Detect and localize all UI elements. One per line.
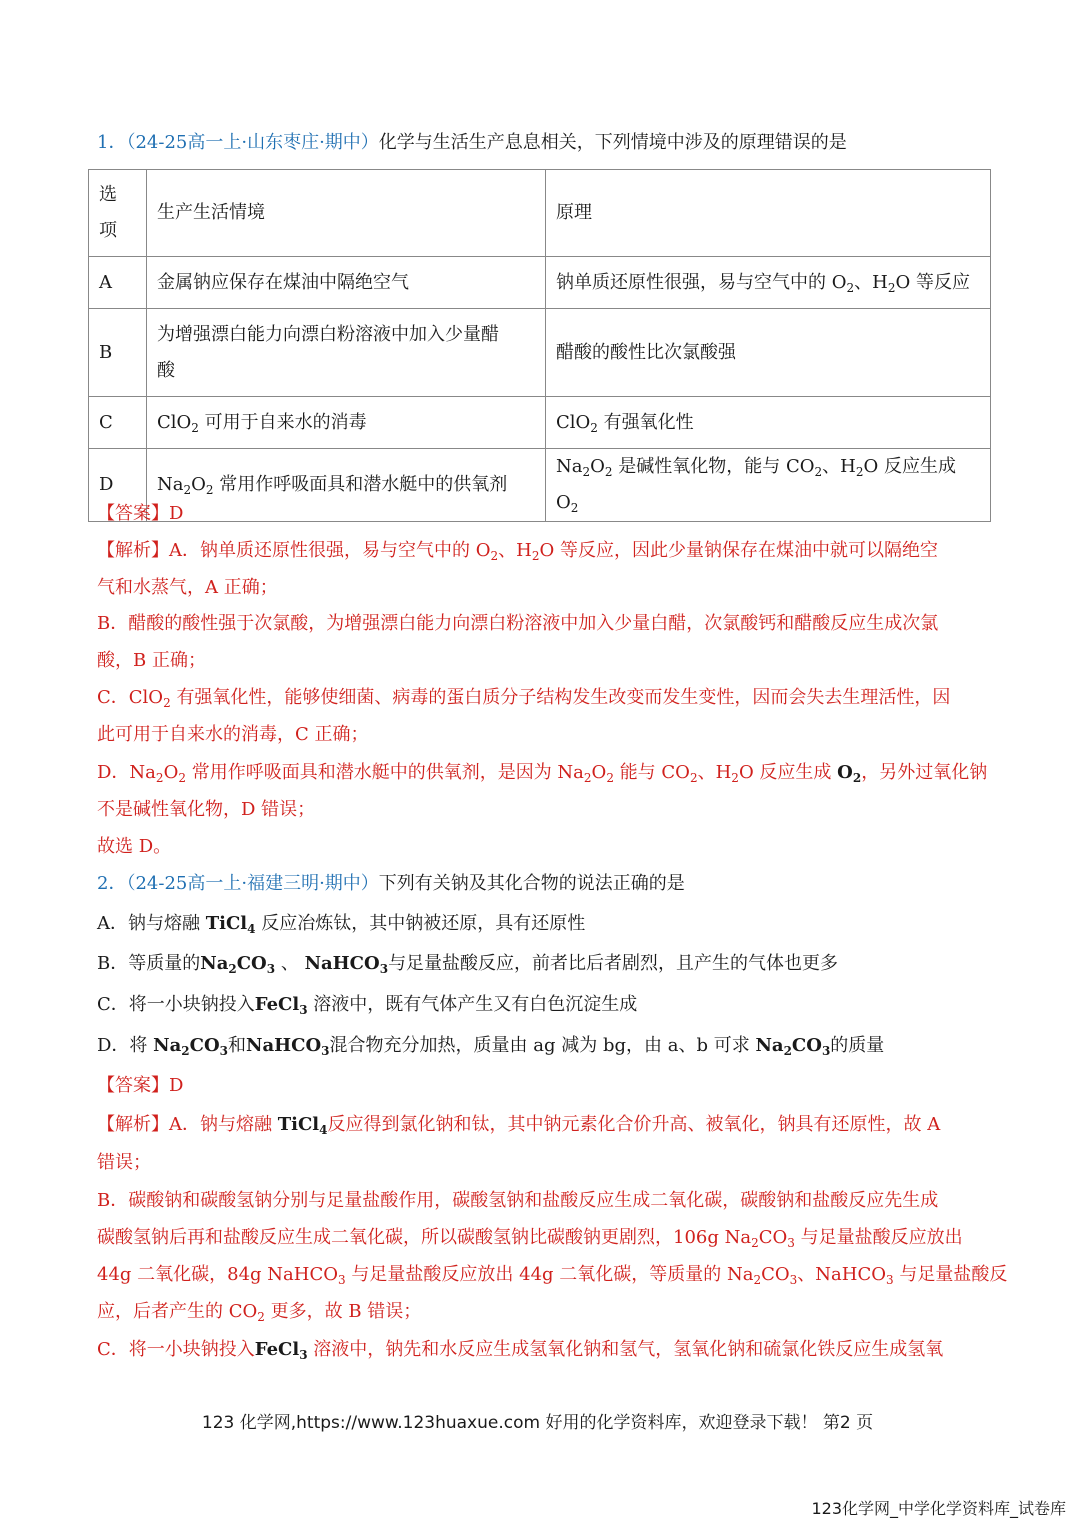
scenario-d: $Na_2O_2$ 常用作呼吸面具和潜水艇中的供氧剂 xyxy=(147,449,546,522)
header-scenario: 生产生活情境 xyxy=(147,170,546,257)
option-d: D xyxy=(89,449,147,522)
q1-stem: 化学与生活生产息息相关，下列情境中涉及的原理错误的是 xyxy=(378,132,847,153)
q2-explanation-b: B．碳酸钠和碳酸氢钠分别与足量盐酸作用，碳酸氢钠和盐酸反应生成二氧化碳，碳酸钠和盐酸反应先生成 xyxy=(97,1190,939,1211)
q2-stem: 下列有关钠及其化合物的说法正确的是 xyxy=(378,873,685,894)
header-option: 选 项 xyxy=(89,170,147,257)
principle-c: ClO$_2$ 有强氧化性 xyxy=(546,397,991,449)
q2-option-b: B．等质量的$Na_2CO_3$ 、 NaHCO$_3$与足量盐酸反应，前者比后者剧烈，且产生的气体也更多 xyxy=(97,953,839,976)
table-row xyxy=(89,449,991,522)
table-header-row xyxy=(89,170,991,257)
q1-number: 1． xyxy=(97,132,127,153)
q1-explanation-d-cont: 不是碱性氧化物，D 错误； xyxy=(97,799,316,820)
q2-option-d: D．将 $Na_2CO_3$和NaHCO$_3$混合物充分加热，质量由 ag 减为 bg，由 a、b 可求 $Na_2CO_3$的质量 xyxy=(97,1035,885,1058)
q1-explanation-a-cont: 气和水蒸气，A 正确； xyxy=(97,577,278,598)
q2-number: 2． xyxy=(97,873,127,894)
q1-explanation-c-cont: 此可用于自来水的消毒，C 正确； xyxy=(97,724,369,745)
q2-explanation-c: C．将一小块钠投入FeCl$_3$ 溶液中，钠先和水反应生成氢氧化钠和氢气，氢氧化钠和硫氯化铁反应生成氢氧 xyxy=(97,1339,944,1362)
q1-explanation-d: D．$Na_2O_2$ 常用作呼吸面具和潜水艇中的供氧剂，是因为 $Na_2O_2$ 能与 $CO_2$、$H_2O$ 反应生成 $O_2$，另外过氧化钠 xyxy=(97,762,988,785)
q2-source: （24-25高一上·福建三明·期中） xyxy=(126,873,379,894)
page-footer: 123 化学网,https://www.123huaxue.com 好用的化学资料库，欢迎登录下载！ 第2 页 xyxy=(201,1413,874,1433)
principle-b: 醋酸的酸性比次氯酸强 xyxy=(546,309,991,397)
principle-d: $Na_2O_2$ 是碱性氧化物，能与 $CO_2$、$H_2O$ 反应生成 $O_2$ xyxy=(546,449,991,522)
q1-explanation-b: B．醋酸的酸性强于次氯酸，为增强漂白能力向漂白粉溶液中加入少量白醋，次氯酸钙和醋酸反应生成次氯 xyxy=(97,613,939,634)
q2-option-c: C．将一小块钠投入FeCl$_3$ 溶液中，既有气体产生又有白色沉淀生成 xyxy=(97,994,638,1017)
q2-explanation-a: 【解析】A．钠与熔融 TiCl$_4$反应得到氯化钠和钛，其中钠元素化合价升高、被氧化，钠具有还原性，故 A xyxy=(97,1114,941,1137)
scenario-c: ClO$_2$ 可用于自来水的消毒 xyxy=(147,397,546,449)
q2-option-a: A．钠与熔融 TiCl$_4$ 反应冶炼钛，其中钠被还原，具有还原性 xyxy=(97,913,586,936)
watermark-caption: 123化学网_中学化学资料库_试卷库 xyxy=(811,1499,1066,1518)
q2-explanation-b-cont3: 应，后者产生的 $CO_2$ 更多，故 B 错误； xyxy=(97,1301,422,1324)
q1-table xyxy=(88,169,991,522)
scenario-a: 金属钠应保存在煤油中隔绝空气 xyxy=(147,257,546,309)
q2-explanation-b-cont2: 44g 二氧化碳，84g NaHCO$_3$ 与足量盐酸反应放出 44g 二氧化碳，等质量的 $Na_2CO_3$、NaHCO$_3$ 与足量盐酸反 xyxy=(97,1264,1008,1287)
q1-stem-line xyxy=(97,131,847,155)
table-row xyxy=(89,309,991,397)
option-b: B xyxy=(89,309,147,397)
header-principle: 原理 xyxy=(546,170,991,257)
q1-final: 故选 D。 xyxy=(97,836,172,857)
q2-stem-line xyxy=(97,872,685,896)
q2-answer: 【答案】D xyxy=(97,1075,184,1096)
q1-explanation-a: 【解析】A．钠单质还原性很强，易与空气中的 $O_2$、$H_2O$ 等反应，因此少量钠保存在煤油中就可以隔绝空 xyxy=(97,540,938,563)
table-row xyxy=(89,257,991,309)
q2-explanation-a-cont: 错误； xyxy=(97,1152,151,1173)
option-a: A xyxy=(89,257,147,309)
principle-a: 钠单质还原性很强，易与空气中的 $O_2$、$H_2O$ 等反应 xyxy=(546,257,991,309)
q2-explanation-b-cont1: 碳酸氢钠后再和盐酸反应生成二氧化碳，所以碳酸氢钠比碳酸钠更剧烈，106g $Na_2CO_3$ 与足量盐酸反应放出 xyxy=(97,1227,963,1250)
option-c: C xyxy=(89,397,147,449)
q1-source: （24-25高一上·山东枣庄·期中） xyxy=(126,132,379,153)
table-row xyxy=(89,397,991,449)
q1-explanation-b-cont: 酸，B 正确； xyxy=(97,650,206,671)
scenario-b: 为增强漂白能力向漂白粉溶液中加入少量醋 酸 xyxy=(147,309,546,397)
q1-explanation-c: C．ClO$_2$ 有强氧化性，能够使细菌、病毒的蛋白质分子结构发生改变而发生变性，因而会失去生理活性，因 xyxy=(97,687,951,710)
q1-answer: 【答案】D xyxy=(97,503,184,524)
